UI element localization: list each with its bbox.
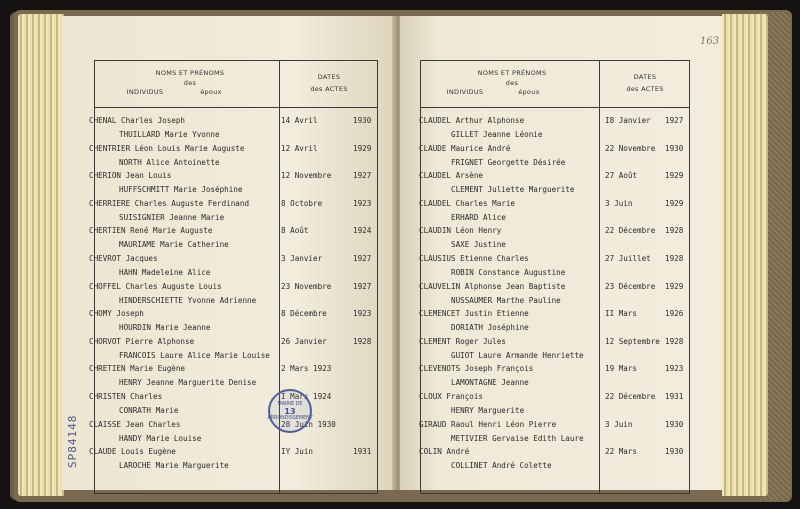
act-year: 1930 xyxy=(665,447,684,457)
act-year: 1928 xyxy=(665,254,684,263)
header-des-actes: des ACTES xyxy=(310,85,348,93)
groom-name: CLAUDEL Arthur Alphonse xyxy=(419,116,525,125)
act-date: 27 Août xyxy=(605,171,638,181)
groom-name: CHERRIERE Charles Auguste Ferdinand xyxy=(89,198,250,208)
groom-name: CLEMENT Roger Jules xyxy=(419,336,506,346)
groom-name: CLEVENOTS Joseph François xyxy=(419,364,534,374)
archive-cote: SP84148 xyxy=(66,414,79,468)
bride-name: ROBIN Constance Augustine xyxy=(451,268,566,277)
act-date: 22 Mars xyxy=(605,447,638,457)
bride-name: LAROCHE Marie Marguerite xyxy=(119,461,229,471)
bride-name: HUFFSCHMITT Marie Joséphine xyxy=(119,185,243,195)
act-date: I8 Janvier xyxy=(605,116,651,125)
act-date: 22 Décembre xyxy=(605,392,656,401)
header-epoux: époux xyxy=(200,88,222,96)
act-year: 1930 xyxy=(665,143,684,153)
act-year: 1929 xyxy=(665,171,684,181)
groom-name: CLAUDEL Arsène xyxy=(419,171,484,181)
bride-name: HANDY Marie Louise xyxy=(119,433,202,443)
groom-name: CLAUDE Maurice André xyxy=(419,143,511,153)
groom-name: CLAUDIN Léon Henry xyxy=(419,226,502,236)
header-des: des xyxy=(505,79,519,87)
act-year: 1927 xyxy=(353,281,372,291)
stamp-bottom-text: ARRONDISSEMENT xyxy=(267,415,313,421)
bride-name: SAXE Justine xyxy=(451,240,506,250)
page-edges-left xyxy=(18,14,64,496)
act-year: 1931 xyxy=(353,447,372,457)
bride-name: DORIATH Joséphine xyxy=(451,323,529,333)
bride-name: HENRY Marguerite xyxy=(451,406,525,415)
act-date: 28 Juin 1930 xyxy=(281,419,336,429)
bride-name: MAURIAME Marie Catherine xyxy=(119,240,229,250)
mairie-stamp xyxy=(268,389,312,433)
groom-name: CLOUX François xyxy=(419,392,484,401)
groom-name: CHOMY Joseph xyxy=(89,309,144,319)
groom-name: COLIN André xyxy=(419,447,470,457)
groom-name: CLAISSE Jean Charles xyxy=(89,419,181,429)
groom-name: CHEVROT Jacques xyxy=(89,254,158,263)
stamp-top-text: MAIRIE DE xyxy=(277,401,303,407)
groom-name: CLAUDEL Charles Marie xyxy=(419,198,516,208)
column-divider xyxy=(599,61,600,493)
act-year: 1927 xyxy=(353,254,372,263)
right-page xyxy=(400,16,722,490)
act-date: 12 Novembre xyxy=(281,171,332,181)
act-year: 1927 xyxy=(353,171,372,181)
groom-name: CLEMENCET Justin Etienne xyxy=(419,309,529,319)
act-date: 22 Décembre xyxy=(605,226,656,236)
bride-name: HAHN Madeleine Alice xyxy=(119,268,211,277)
bride-name: NORTH Alice Antoinette xyxy=(119,157,220,167)
act-year: 1926 xyxy=(665,309,684,319)
groom-name: CHERION Jean Louis xyxy=(89,171,172,181)
act-date: 12 Avril xyxy=(281,143,318,153)
act-year: 1929 xyxy=(665,281,684,291)
groom-name: CLAUSIUS Etienne Charles xyxy=(419,254,529,263)
act-date: 8 Décembre xyxy=(281,309,327,319)
act-year: 1930 xyxy=(665,419,684,429)
register-table-left xyxy=(89,60,378,494)
act-year: 1923 xyxy=(353,309,372,319)
bride-name: SUISIGNIER Jeanne Marie xyxy=(119,212,225,222)
act-date: 23 Décembre xyxy=(605,281,656,291)
bride-name: ERHARD Alice xyxy=(451,212,506,222)
act-date: 19 Mars xyxy=(605,364,638,374)
act-year: 1929 xyxy=(353,143,372,153)
act-date: 12 Septembre xyxy=(605,336,660,346)
groom-name: CHRISTEN Charles xyxy=(89,392,163,401)
act-date: 3 Juin xyxy=(605,198,633,208)
header-noms: NOMS ET PRÉNOMS xyxy=(155,69,225,77)
act-year: 1928 xyxy=(665,336,684,346)
act-year: 1929 xyxy=(665,198,684,208)
groom-name: CLAUDE Louis Eugène xyxy=(89,447,176,457)
header-noms: NOMS ET PRÉNOMS xyxy=(477,69,547,77)
header-des: des xyxy=(183,79,197,87)
act-year: 1928 xyxy=(665,226,684,236)
bride-name: GILLET Jeanne Léonie xyxy=(451,130,543,139)
bride-name: LAMONTAGNE Jeanne xyxy=(451,378,529,388)
bride-name: NUSSAUMER Marthe Pauline xyxy=(451,295,561,305)
bride-name: FRIGNET Georgette Désirée xyxy=(451,157,566,167)
groom-name: CHRETIEN Marie Eugène xyxy=(89,364,186,374)
page-edges-right xyxy=(722,14,768,496)
act-date: 8 Août xyxy=(281,226,309,236)
act-date: 2 Mars 1923 xyxy=(281,364,332,374)
act-year: 1931 xyxy=(665,392,684,401)
header-divider xyxy=(421,107,689,108)
groom-name: CHENTRIER Léon Louis Marie Auguste xyxy=(89,143,245,153)
act-year: 1923 xyxy=(353,198,372,208)
header-dates: DATES xyxy=(633,73,657,81)
bride-name: THUILLARD Marie Yvonne xyxy=(119,130,220,139)
groom-name: CHORVOT Pierre Alphonse xyxy=(89,336,195,346)
act-date: I Mars 1924 xyxy=(281,392,332,401)
groom-name: CHENAL Charles Joseph xyxy=(89,116,186,125)
act-year: 1923 xyxy=(665,364,684,374)
bride-name: CLEMENT Juliette Marguerite xyxy=(451,185,575,195)
act-year: 1930 xyxy=(353,116,372,125)
header-epoux: époux xyxy=(518,88,540,96)
groom-name: CLAUVELIN Alphonse Jean Baptiste xyxy=(419,281,566,291)
bride-name: FRANCOIS Laure Alice Marie Louise xyxy=(119,350,270,360)
stamp-number: 13 xyxy=(284,406,296,416)
bride-name: METIVIER Gervaise Edith Laure xyxy=(451,433,584,443)
act-date: 27 Juillet xyxy=(605,254,651,263)
bride-name: HENRY Jeanne Marguerite Denise xyxy=(119,378,257,388)
act-date: 22 Novembre xyxy=(605,143,656,153)
bride-name: HOURDIN Marie Jeanne xyxy=(119,323,211,333)
header-dates: DATES xyxy=(317,73,341,81)
bride-name: GUIOT Laure Armande Henriette xyxy=(451,350,584,360)
act-date: 14 Avril xyxy=(281,116,318,125)
left-page xyxy=(62,16,396,490)
act-date: 3 Juin xyxy=(605,419,633,429)
act-date: II Mars xyxy=(605,309,638,319)
bride-name: CONRATH Marie xyxy=(119,406,179,415)
header-individus: INDIVIDUS xyxy=(446,88,484,96)
act-year: 1924 xyxy=(353,226,372,236)
register-table-right xyxy=(420,60,690,494)
act-date: 3 Janvier xyxy=(281,254,323,263)
bride-name: HINDERSCHIETTE Yvonne Adrienne xyxy=(119,295,257,305)
folio-pencil-number: 163 xyxy=(700,36,720,47)
bride-name: COLLINET André Colette xyxy=(451,461,552,471)
act-date: 23 Novembre xyxy=(281,281,332,291)
act-year: 1928 xyxy=(353,336,372,346)
groom-name: CHERTIEN René Marie Auguste xyxy=(89,226,213,236)
groom-name: CHOFFEL Charles Auguste Louis xyxy=(89,281,222,291)
header-individus: INDIVIDUS xyxy=(126,88,164,96)
header-divider xyxy=(95,107,377,108)
act-year: 1927 xyxy=(665,116,684,125)
act-date: 26 Janvier xyxy=(281,336,327,346)
header-des-actes: des ACTES xyxy=(626,85,664,93)
act-date: 8 Octobre xyxy=(281,198,323,208)
act-date: IY Juin xyxy=(281,447,314,457)
groom-name: GIRAUD Raoul Henri Léon Pierre xyxy=(419,419,557,429)
